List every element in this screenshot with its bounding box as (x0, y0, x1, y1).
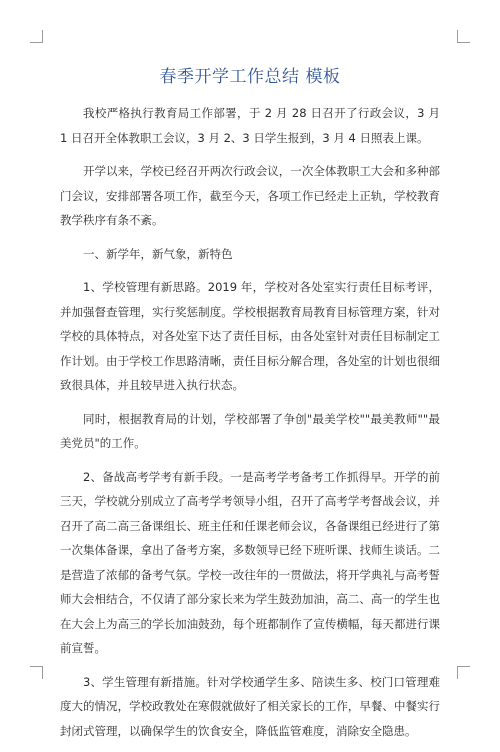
crop-mark-top-right (457, 30, 470, 43)
paragraph-student-management: 3、学生管理有新措施。针对学校通学生多、陪读生多、校门口管理难度大的情况，学校政教处在寒假就做好了相关家长的工作，早餐、中餐实行封闭式管理，以确保学生的饮食安全，降低监管难度，消除安全隐患。 (60, 674, 440, 738)
document-title: 春季开学工作总结 模板 (159, 67, 341, 87)
paragraph-progress: 开学以来，学校已经召开两次行政会议，一次全体教职工大会和多种部门会议，安排部署各项工作，截至今天，各项工作已经走上正轨，学校教育教学秩序有条不紊。 (60, 164, 440, 227)
paragraph-intro: 我校严格执行教育局工作部署，于 2 月 28 日召开了行政会议，3 月 1 日召开全体教职工会议，3 月 2、3 日学生报到，3 月 4 日照表上课。 (60, 106, 440, 145)
crop-mark-bottom-left (30, 666, 43, 679)
section-heading: 一、新学年，新气象，新特色 (83, 246, 233, 261)
paragraph-campaign: 同时，根据教育局的计划，学校部署了争创"最美学校""最美教师""最美党员"的工作。 (60, 411, 440, 450)
crop-mark-top-left (30, 30, 43, 43)
document-body (60, 101, 440, 752)
paragraph-management: 1、学校管理有新思路。2019 年，学校对各处室实行责任目标考评，并加强督查管理，实行奖惩制度。学校根据教育局教育目标管理方案，针对学校的具体特点，对各处室下达了责任目标，由各处室针对责任目标制定工作计划。由于学校工作思路清晰，责任目标分解合理，各处室的计划也很细致很具体，并且较早进入执行状态。 (60, 280, 440, 392)
crop-mark-bottom-right (457, 666, 470, 679)
paragraph-exam-prep: 2、备战高考学考有新手段。一是高考学考备考工作抓得早。开学的前三天，学校就分别成立了高考学考领导小组，召开了高考学考督战会议，并召开了高二高三备课组长、班主任和任课老师会议，各备课组已经进行了第一次集体备课，拿出了备考方案，多数领导已经下班听课、找师生谈话。二是营造了浓郁的备考气氛。学校一改往年的一贯做法，将开学典礼与高考誓师大会相结合，不仅请了部分家长来为学生鼓劲加油，高二、高一的学生也在大会上为高三的学长加油鼓劲，每个班都制作了宣传横幅，每天都进行课前宣誓。 (60, 469, 440, 655)
